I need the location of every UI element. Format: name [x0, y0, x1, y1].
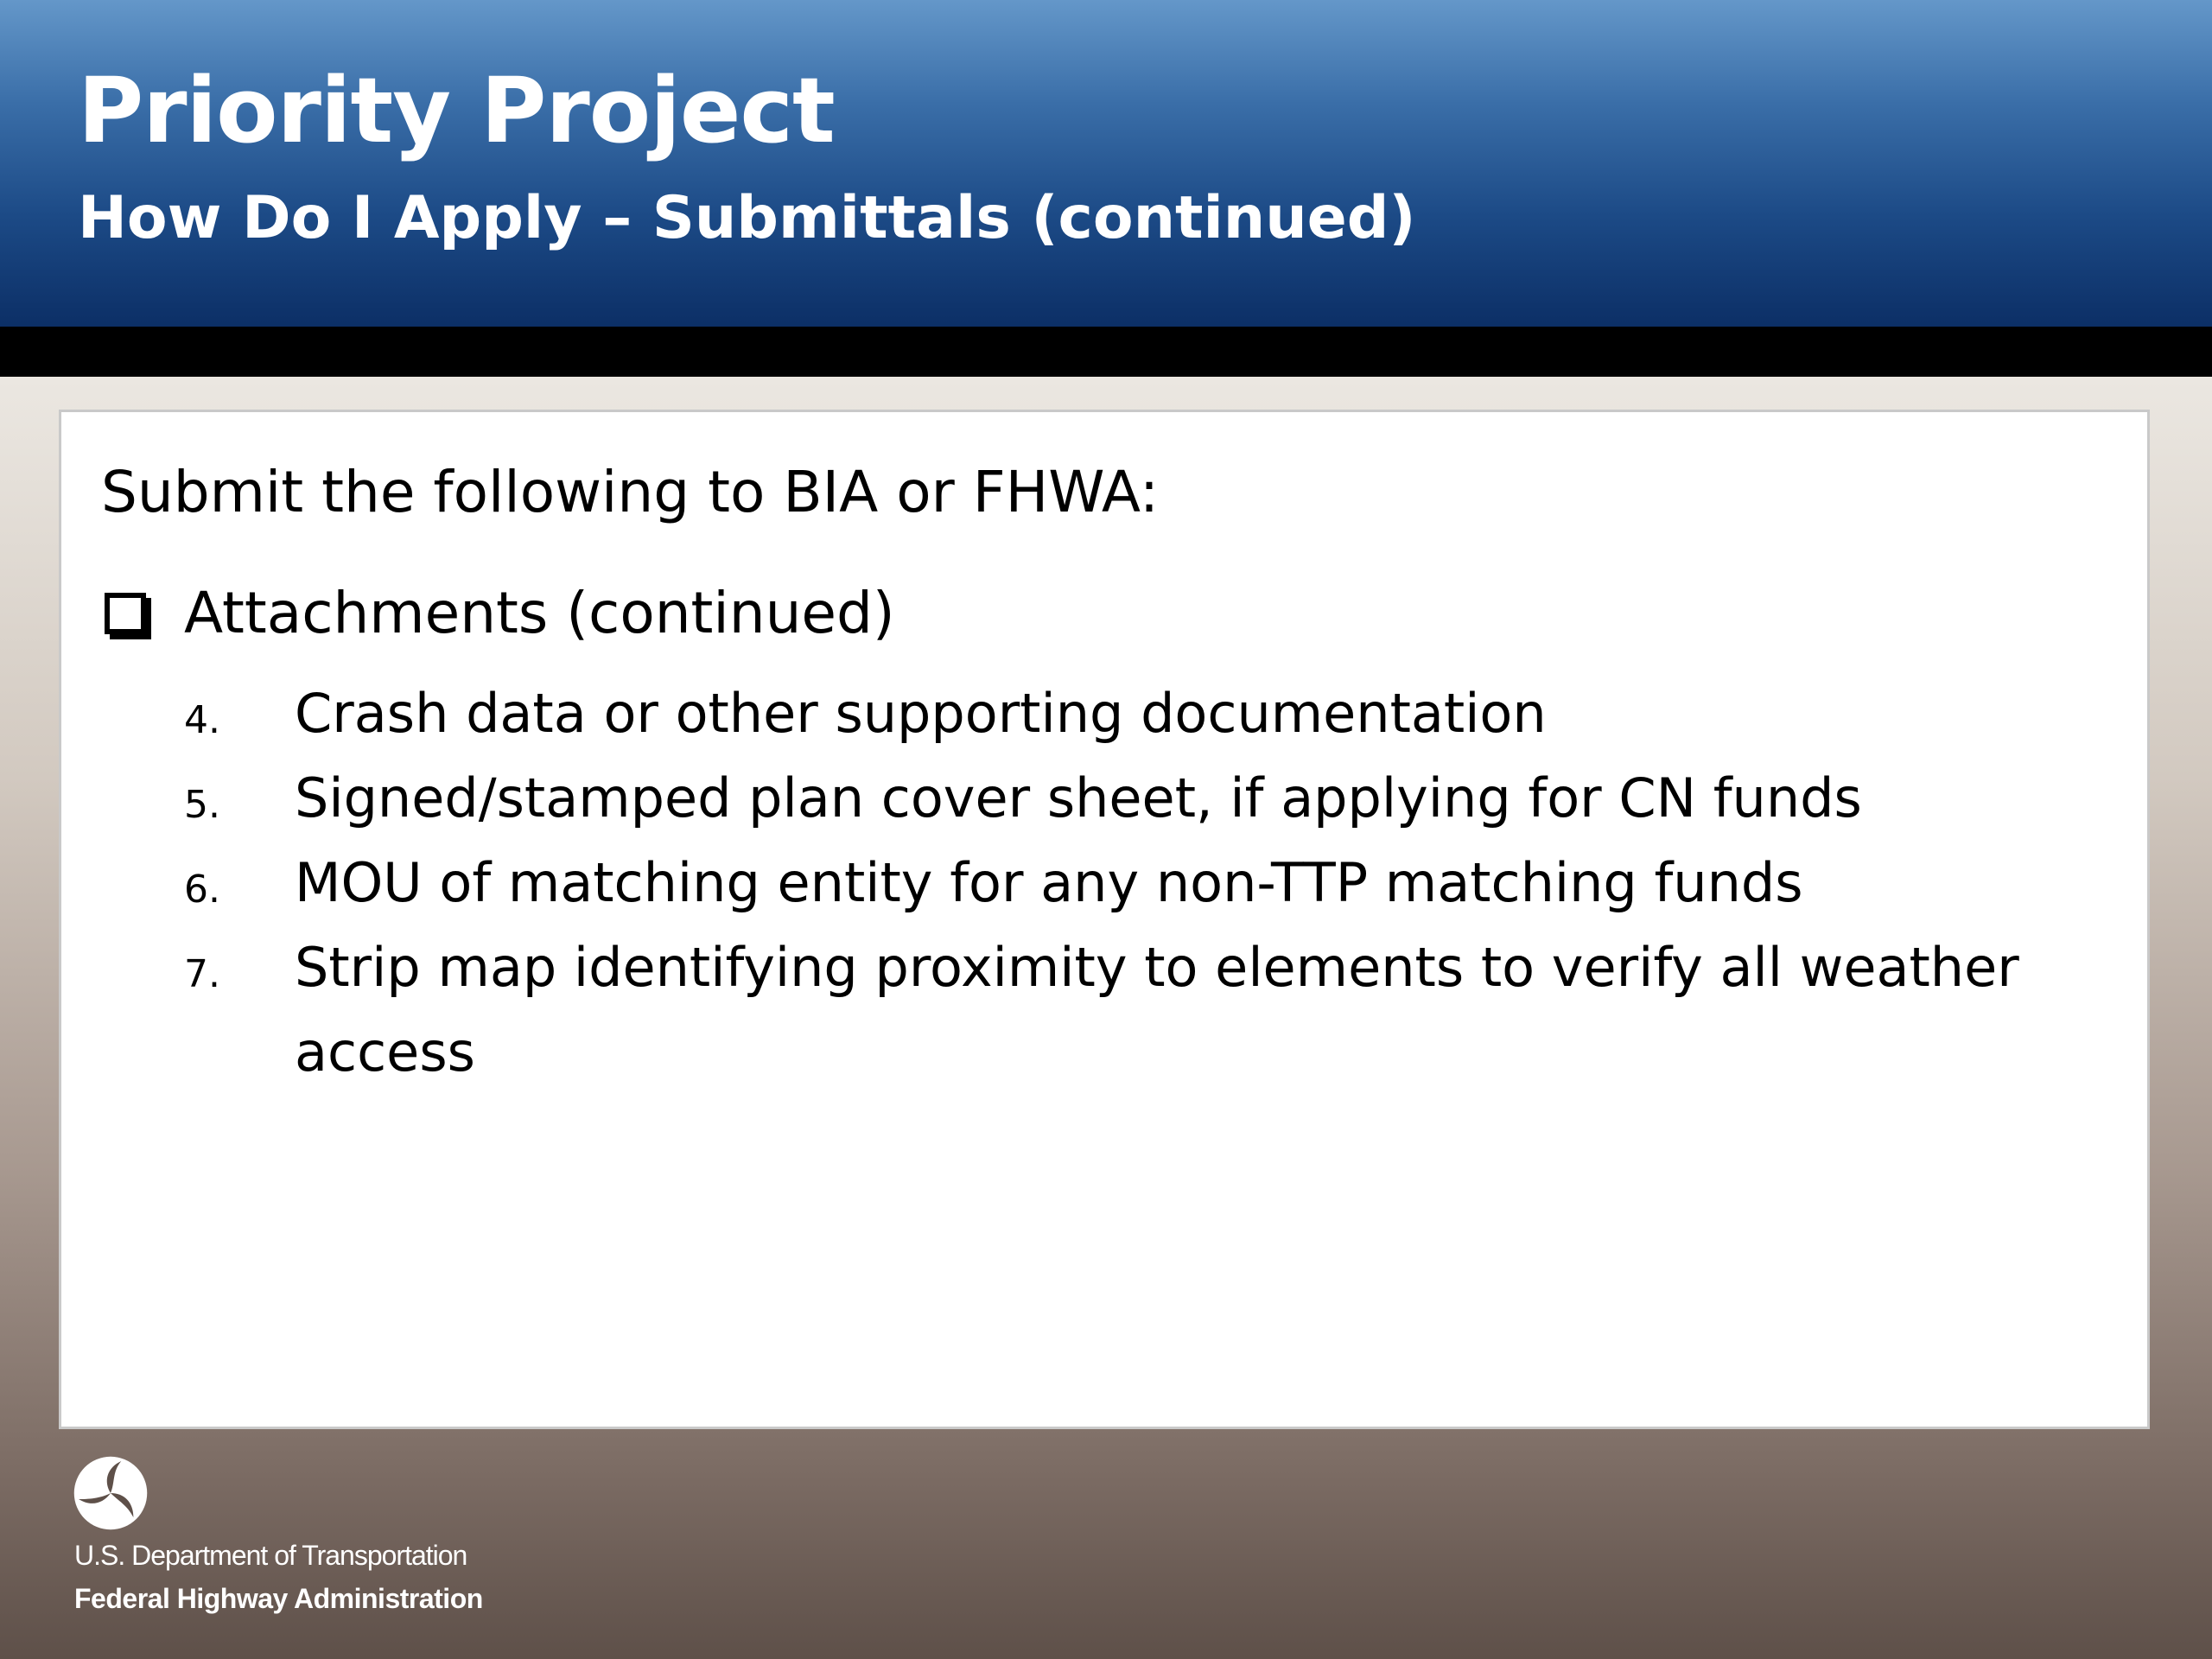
- content-box: [59, 410, 2150, 1429]
- list-item: [61, 925, 2152, 1095]
- checkbox-bullet: [105, 576, 895, 651]
- department-name: U.S. Department of Transportation: [74, 1540, 467, 1571]
- bullet-text: Attachments (continued): [184, 580, 895, 646]
- agency-name: Federal Highway Administration: [74, 1583, 483, 1614]
- list-item-text: Crash data or other supporting documentation: [295, 682, 1547, 745]
- slide-title: Priority Project: [78, 58, 835, 163]
- list-item: [61, 756, 2152, 841]
- list-item: [61, 841, 2152, 925]
- list-item-text: Signed/stamped plan cover sheet, if applying for CN funds: [295, 766, 1862, 830]
- dot-tri-swirl-icon: [73, 1455, 149, 1531]
- list-item-number: 4.: [184, 698, 220, 742]
- list-item-text: MOU of matching entity for any non-TTP matching funds: [295, 851, 1803, 914]
- checkbox-icon: [105, 593, 146, 634]
- list-item-number: 7.: [184, 952, 220, 996]
- list-item-number: 5.: [184, 783, 220, 827]
- header-divider-bar: [0, 327, 2212, 377]
- list-item: [61, 671, 2152, 756]
- slide-subtitle: How Do I Apply – Submittals (continued): [78, 184, 1416, 252]
- intro-text: Submit the following to BIA or FHWA:: [101, 459, 1160, 525]
- list-item-text: Strip map identifying proximity to elements to verify all weather access: [295, 936, 2019, 1084]
- attachment-list: [61, 671, 2152, 1095]
- list-item-number: 6.: [184, 868, 220, 912]
